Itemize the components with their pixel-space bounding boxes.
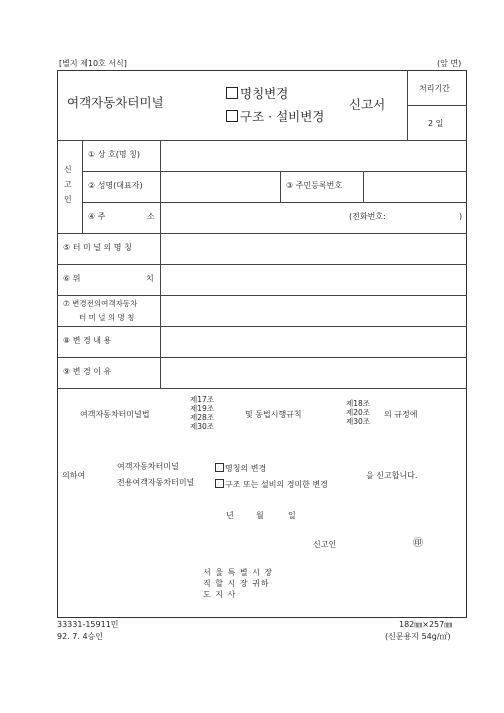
- hereby: 의하여: [62, 471, 86, 480]
- phone-label: (전화번호:: [349, 212, 386, 221]
- recipient-province: 도 지 사: [203, 590, 237, 599]
- rule-article-20: 제20조: [346, 408, 371, 417]
- change-reason-label: ⑨ 변 경 이 유: [63, 367, 112, 376]
- terminal-name-label: ⑤ 터 미 널 의 명 칭: [63, 243, 132, 252]
- rule-article-30: 제30조: [346, 417, 371, 426]
- terminal-type-1: 여객자동차터미널: [117, 462, 179, 471]
- location-label-prefix: ⑥ 위: [63, 274, 81, 283]
- approval-date: 92. 7. 4승인: [57, 632, 103, 641]
- title-option-structure-change: 구조 · 설비변경: [226, 110, 324, 124]
- form-number: [별지 제10호 서식]: [59, 59, 127, 68]
- form-title-right: 신고서: [349, 97, 386, 112]
- date-month: 월: [256, 511, 264, 520]
- law-name: 여객자동차터미널법: [80, 410, 150, 419]
- law-article-17: 제17조: [190, 395, 215, 404]
- applicant-label-3: 인: [64, 195, 72, 204]
- name-label: ② 성명(대표자): [88, 181, 143, 190]
- page-side: (앞 면): [437, 59, 462, 68]
- change-reason-field[interactable]: [162, 359, 465, 387]
- processing-period-label: 처리기간: [419, 84, 450, 93]
- trade-name-field[interactable]: [162, 142, 465, 170]
- address-field[interactable]: [162, 204, 342, 232]
- location-label-suffix: 치: [146, 274, 154, 283]
- previous-terminal-name-label-1: ⑦ 변경전의여객자동차: [63, 299, 138, 308]
- resident-number-field[interactable]: [365, 173, 465, 201]
- report-text: 을 신고합니다.: [366, 471, 418, 480]
- address-label-prefix: ④ 주: [88, 212, 106, 221]
- trade-name-label: ① 상 호(명 칭): [88, 150, 140, 159]
- form-title-left: 여객자동차터미널: [67, 95, 164, 110]
- form-code: 33331-15911민: [57, 620, 119, 629]
- law-article-30: 제30조: [190, 422, 215, 431]
- and-rule: 및 동법시행규칙: [245, 410, 302, 419]
- terminal-type-2: 전용여객자동차터미널: [117, 478, 195, 487]
- terminal-name-field[interactable]: [162, 235, 465, 263]
- checkbox-icon: [226, 87, 238, 99]
- rule-article-18: 제18조: [346, 399, 371, 408]
- title-option-name-change: 명칭변경: [226, 87, 288, 101]
- checkbox-icon: [215, 479, 224, 488]
- paper-type: (신문용지 54g/㎡): [385, 632, 451, 641]
- option-minor-structure-change[interactable]: 구조 또는 설비의 경미한 변경: [215, 479, 328, 489]
- recipient-city: 직 할 시 장 귀하: [203, 579, 270, 588]
- per-rule: 의 규정에: [384, 410, 418, 419]
- address-label-suffix: 소: [147, 212, 155, 221]
- location-field[interactable]: [162, 266, 465, 294]
- resident-number-label: ③ 주민등록번호: [286, 181, 343, 190]
- date-day: 일: [288, 511, 296, 520]
- date-year: 년: [226, 511, 234, 520]
- recipient-seoul: 서 울 특 별 시 장: [203, 568, 274, 577]
- name-field[interactable]: [162, 173, 278, 201]
- applicant-label-2: 고: [64, 180, 72, 189]
- option-name-change[interactable]: 명칭의 변경: [215, 463, 266, 473]
- law-article-28: 제28조: [190, 413, 215, 422]
- law-article-19: 제19조: [190, 404, 215, 413]
- seal-icon: ㊞: [413, 538, 423, 549]
- change-content-field[interactable]: [162, 328, 465, 356]
- checkbox-icon: [226, 110, 238, 122]
- previous-terminal-name-label-2: 터 미 널 의 명 칭: [79, 313, 135, 322]
- checkbox-icon: [215, 463, 224, 472]
- applicant-label-1: 신: [64, 165, 72, 174]
- processing-period-value: 2 일: [428, 119, 444, 128]
- phone-close: ): [459, 212, 463, 221]
- applicant-signature-label: 신고인: [313, 540, 337, 549]
- paper-size: 182㎜×257㎜: [399, 620, 453, 629]
- previous-terminal-name-field[interactable]: [162, 297, 465, 325]
- change-content-label: ⑧ 변 경 내 용: [63, 336, 112, 345]
